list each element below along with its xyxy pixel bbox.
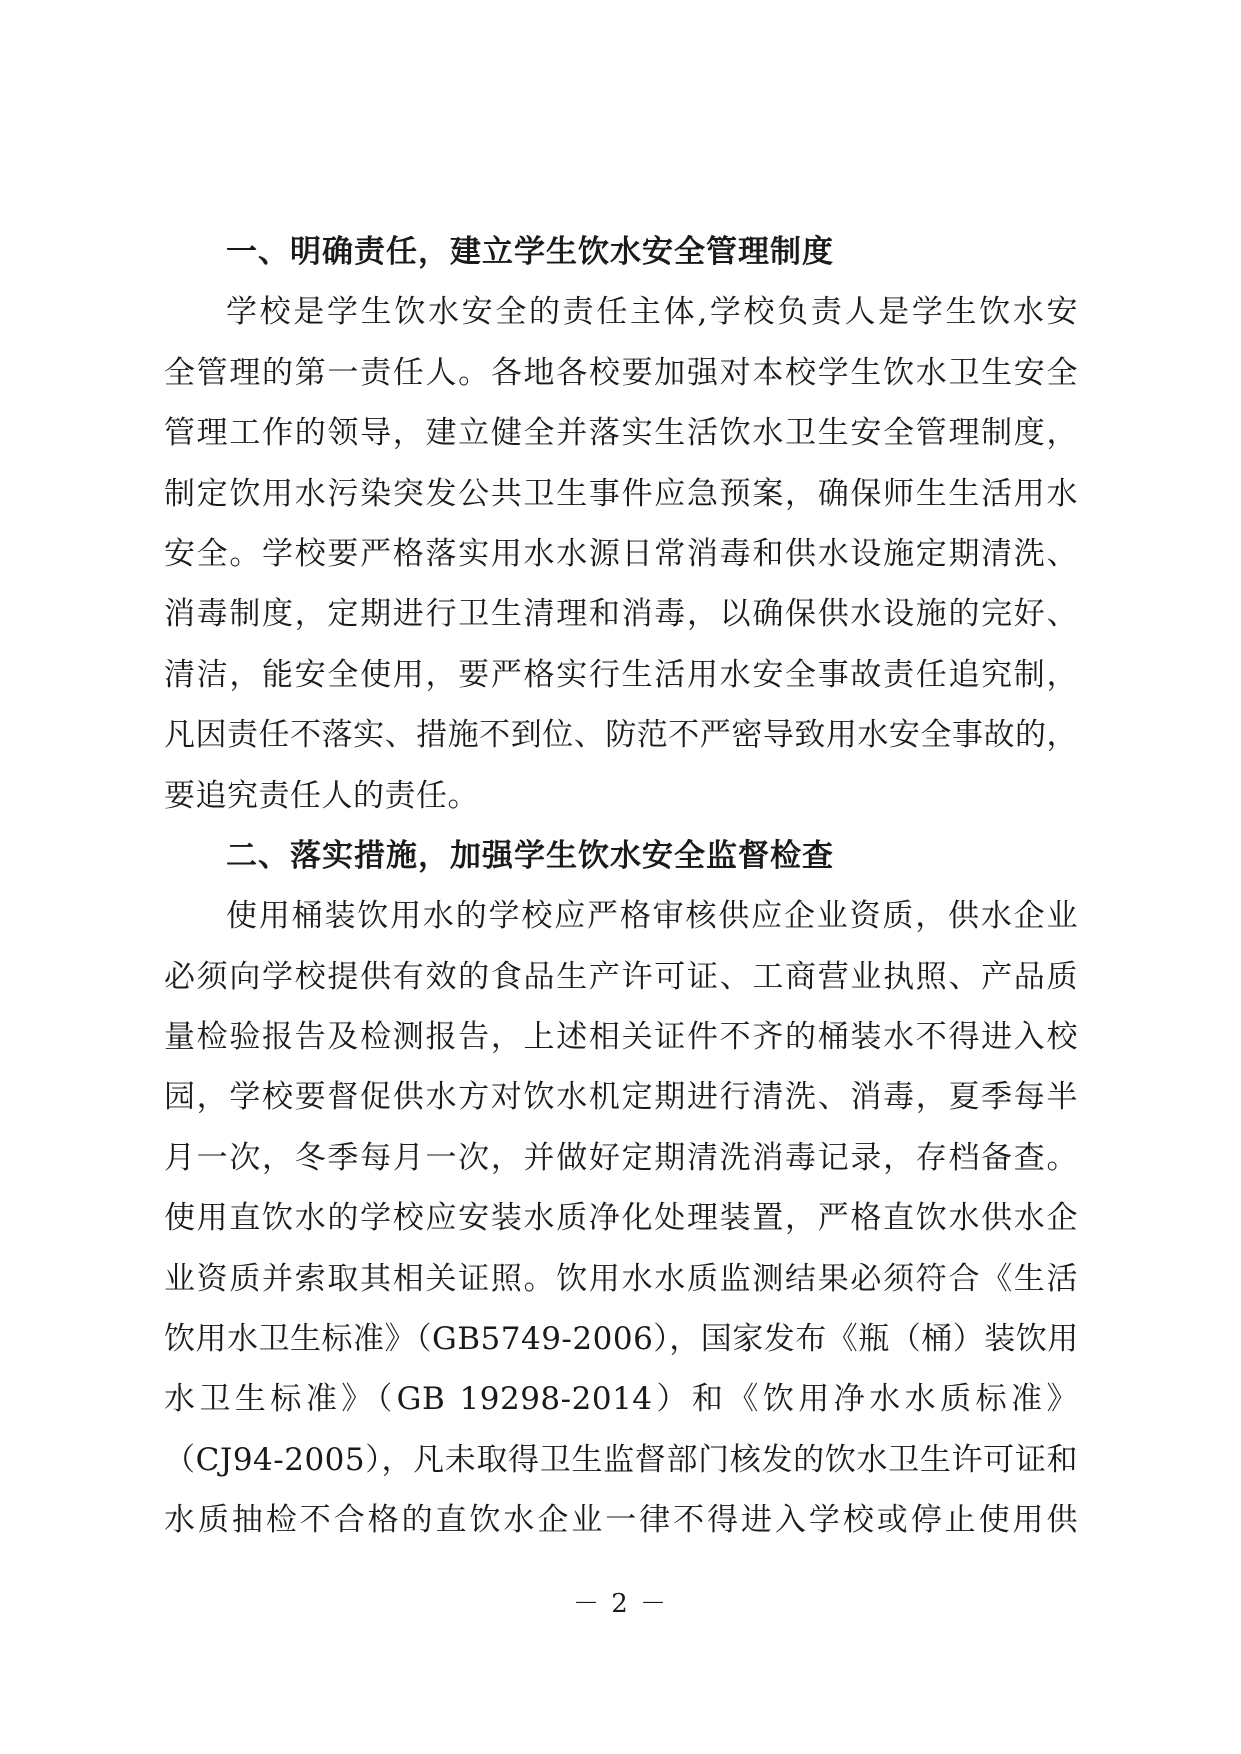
paragraph-line: 水质抽检不合格的直饮水企业一律不得进入学校或停止使用供: [164, 1502, 1078, 1539]
paragraph-line: 使用直饮水的学校应安装水质净化处理装置，严格直饮水供水企: [164, 1200, 1078, 1237]
paragraph-line: 园，学校要督促供水方对饮水机定期进行清洗、消毒，夏季每半: [164, 1079, 1078, 1116]
paragraph-line: 全管理的第一责任人。各地各校要加强对本校学生饮水卫生安全: [164, 354, 1078, 391]
section-heading-1: 一、明确责任，建立学生饮水安全管理制度: [226, 234, 834, 270]
paragraph-line: 水卫生标准》（GB 19298-2014）和《饮用净水水质标准》: [164, 1381, 1078, 1418]
paragraph-line: 学校是学生饮水安全的责任主体,学校负责人是学生饮水安: [226, 294, 1078, 331]
paragraph-line: 清洁，能安全使用，要严格实行生活用水安全事故责任追究制，: [164, 656, 1078, 693]
paragraph-line: 必须向学校提供有效的食品生产许可证、工商营业执照、产品质: [164, 958, 1078, 995]
paragraph-line: 消毒制度，定期进行卫生清理和消毒，以确保供水设施的完好、: [164, 596, 1078, 633]
paragraph-line: （CJ94-2005），凡未取得卫生监督部门核发的饮水卫生许可证和: [164, 1441, 1078, 1478]
paragraph-line: 月一次，冬季每月一次，并做好定期清洗消毒记录，存档备查。: [164, 1139, 1078, 1176]
paragraph-line: 量检验报告及检测报告，上述相关证件不齐的桶装水不得进入校: [164, 1019, 1078, 1056]
paragraph-line: 使用桶装饮用水的学校应严格审核供应企业资质，供水企业: [226, 898, 1078, 935]
paragraph-line: 要追究责任人的责任。: [164, 777, 479, 814]
paragraph-line: 安全。学校要严格落实用水水源日常消毒和供水设施定期清洗、: [164, 535, 1078, 572]
section-heading-2: 二、落实措施，加强学生饮水安全监督检查: [226, 837, 834, 874]
paragraph-line: 饮用水卫生标准》（GB5749-2006），国家发布《瓶（桶）装饮用: [164, 1321, 1079, 1358]
paragraph-line: 管理工作的领导，建立健全并落实生活饮水卫生安全管理制度，: [164, 415, 1078, 452]
paragraph-line: 业资质并索取其相关证照。饮用水水质监测结果必须符合《生活: [164, 1260, 1078, 1297]
paragraph-line: 制定饮用水污染突发公共卫生事件应急预案，确保师生生活用水: [164, 475, 1078, 512]
page-number: － 2 －: [572, 1589, 669, 1619]
document-body: [164, 222, 1078, 1551]
paragraph-line: 凡因责任不落实、措施不到位、防范不严密导致用水安全事故的，: [164, 717, 1078, 754]
